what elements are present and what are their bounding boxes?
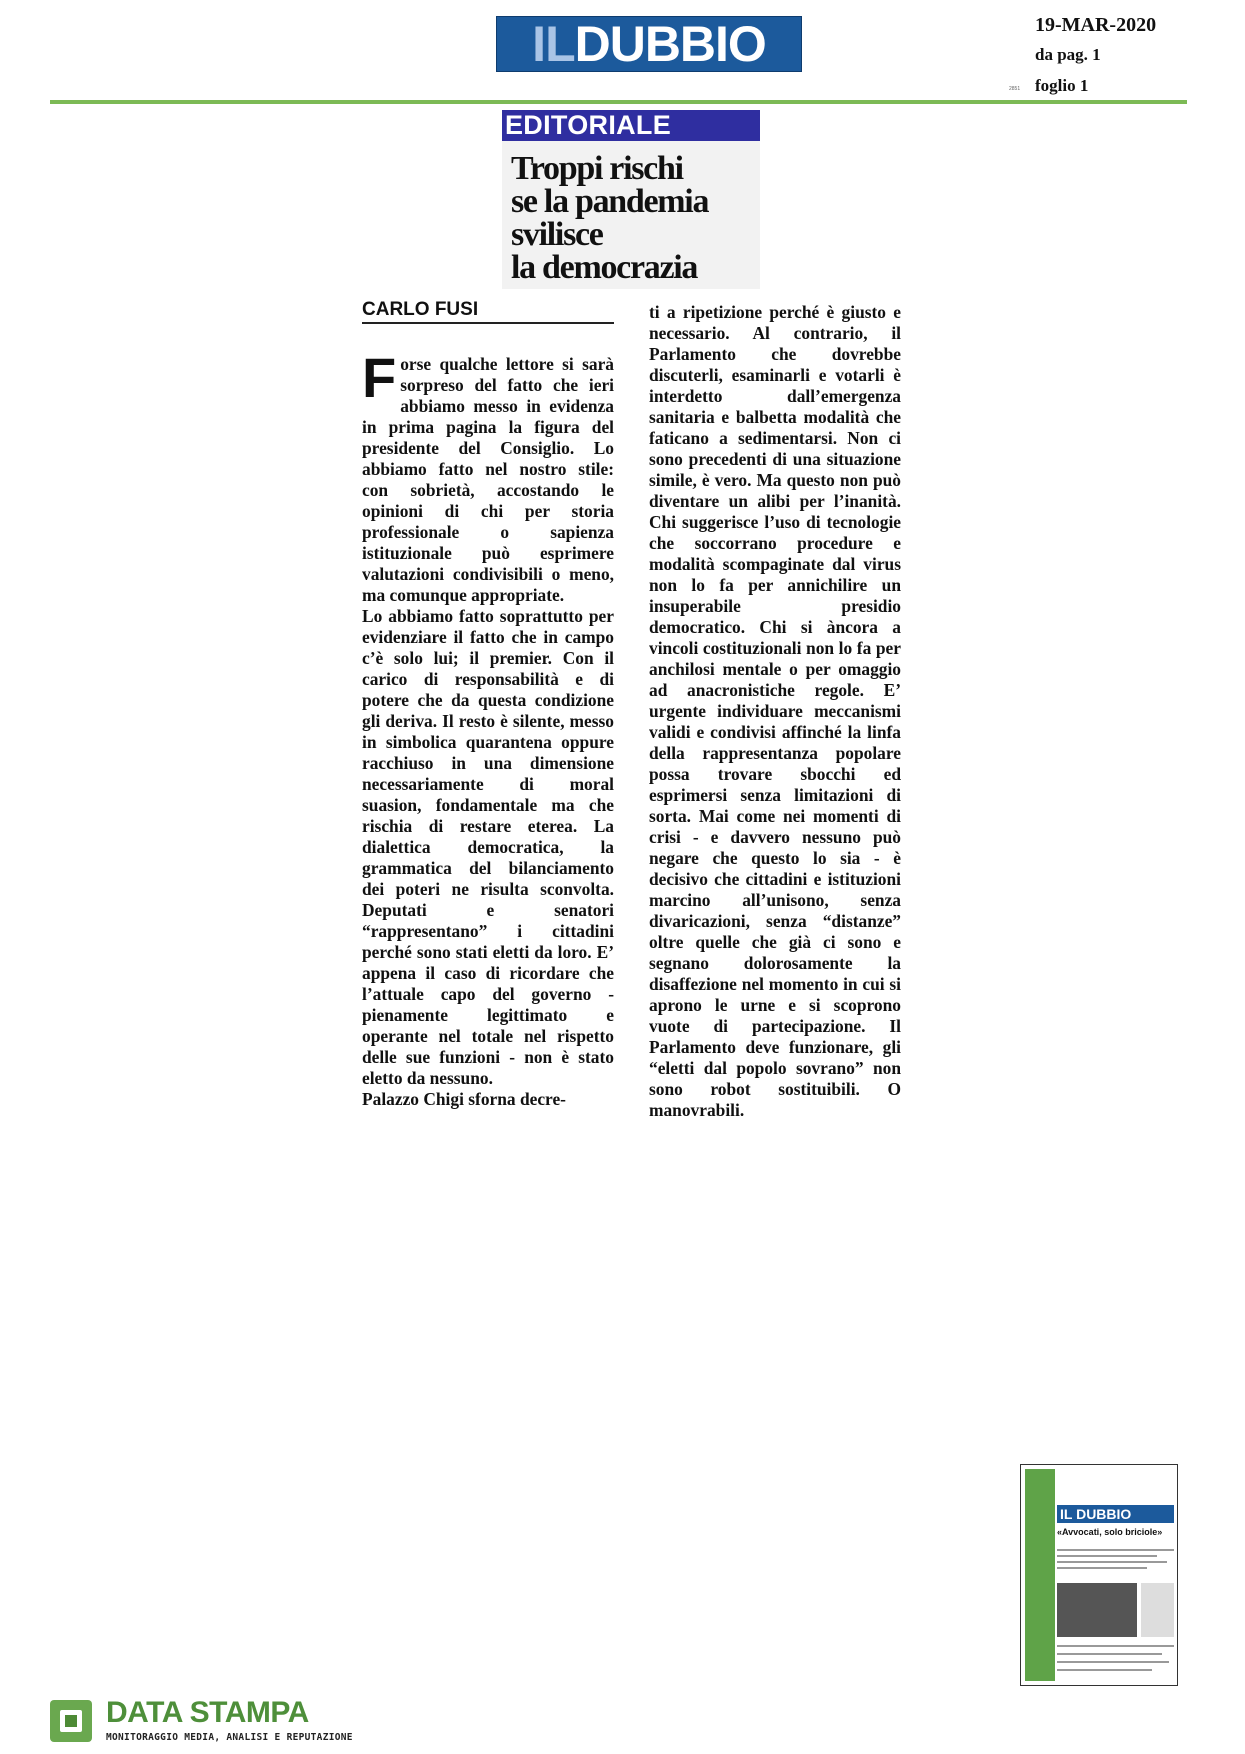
- thumbnail-text-line: [1057, 1555, 1157, 1557]
- paragraph-1: Forse qualche lettore si sarà sorpreso del fatto che ieri abbiamo messo in evidenza in prima pagina la figura del presidente del Consiglio. Lo abbiamo fatto nel nostro stile: con sobrietà, accostando le opinioni di chi per storia professionale o sapienza istituzionale può esprimere valutazioni condivisibili o meno, ma comunque appropriate.: [362, 346, 614, 605]
- thumbnail-headline: «Avvocati, solo briciole»: [1057, 1527, 1163, 1537]
- publication-date: 19-MAR-2020: [1035, 14, 1157, 36]
- thumbnail-photo: [1057, 1583, 1137, 1637]
- masthead-name: DUBBIO: [574, 16, 766, 72]
- thumbnail-text-line: [1057, 1661, 1169, 1663]
- thumbnail-text-line: [1057, 1653, 1162, 1655]
- masthead-logo: [496, 16, 802, 72]
- paragraph-2: Lo abbiamo fatto soprattutto per evidenziare il fatto che in campo c’è solo lui; il premier. Con il carico di responsabilità e di potere che da questa condizione gli deriva. Il resto è silente, messo in simbolica quarantena oppure racchiuso in una dimensione necessariamente di moral suasion, fondamentale ma che rischia di restare eterea. La dialettica democratica, la grammatica del bilanciamento dei poteri ne risulta sconvolta. Deputati e senatori “rappresentano” i cittadini perché sono stati eletti da loro. E’ appena il caso di ricordare che l’attuale capo del governo - pienamente legittimato e operante nel totale nel rispetto delle sue funzioni - non è stato eletto da nessuno.: [362, 606, 614, 1088]
- thumbnail-masthead: IL DUBBIO: [1057, 1505, 1174, 1523]
- thumbnail-text-line: [1057, 1561, 1167, 1563]
- article-byline: CARLO FUSI: [362, 298, 614, 324]
- document-code: 2851: [1009, 86, 1021, 92]
- front-page-thumbnail: [1020, 1464, 1178, 1686]
- sheet-number: foglio 1: [1035, 76, 1089, 95]
- drop-cap: F: [362, 346, 397, 409]
- article-column-1: [362, 346, 614, 1110]
- header-divider: [50, 100, 1187, 104]
- paragraph-4: ti a ripetizione perché è giusto e necessario. Al contrario, il Parlamento che dovrebbe discuterli, esaminarli e votarli è interdetto dall’emergenza sanitaria e balbetta modalità che faticano a sedimentarsi. Non ci sono precedenti di una situazione simile, è vero. Ma questo non può diventare un alibi per l’inanità. Chi suggerisce l’uso di tecnologie che soccorrano procedure e modalità scompaginate dal virus non lo fa per annichilire un insuperabile presidio democratico. Chi si àncora a vincoli costituzionali non lo fa per anchilosi mentale o per omaggio ad anacronistiche regole. E’ urgente individuare meccanismi validi e condivisi affinché la linfa della rappresentanza popolare possa trovare sbocchi ed esprimersi senza limitazioni di sorta. Mai come nei momenti di crisi - e davvero nessuno può negare che questo lo sia - è decisivo che cittadini e istituzioni marcino all’unisono, senza divaricazioni, senza “distanze” oltre quelle che già ci sono e segnano dolorosamente la disaffezione nel momento in cui si aprono le urne e si scoprono vuote di partecipazione. Il Parlamento deve funzionare, gli “eletti dal popolo sovrano” non sono robot sostituibili. O manovrabili.: [649, 302, 901, 1120]
- thumbnail-text-line: [1057, 1567, 1147, 1569]
- thumbnail-sidebar: [1025, 1469, 1055, 1681]
- data-stampa-logo-icon: [50, 1700, 92, 1742]
- thumbnail-side-column: [1141, 1583, 1174, 1637]
- article-headline: Troppi rischi se la pandemia svilisce la democrazia: [511, 150, 709, 286]
- data-stampa-tagline: MONITORAGGIO MEDIA, ANALISI E REPUTAZIONE: [106, 1732, 353, 1743]
- data-stampa-name: DATA STAMPA: [106, 1696, 309, 1729]
- page-reference: da pag. 1: [1035, 45, 1101, 64]
- thumbnail-text-line: [1057, 1645, 1174, 1647]
- paragraph-3: Palazzo Chigi sforna decre-: [362, 1089, 566, 1109]
- masthead-prefix: IL: [532, 16, 575, 72]
- section-label: EDITORIALE: [502, 110, 760, 141]
- article-column-2: [649, 302, 901, 1121]
- thumbnail-text-line: [1057, 1549, 1174, 1551]
- thumbnail-text-line: [1057, 1669, 1152, 1671]
